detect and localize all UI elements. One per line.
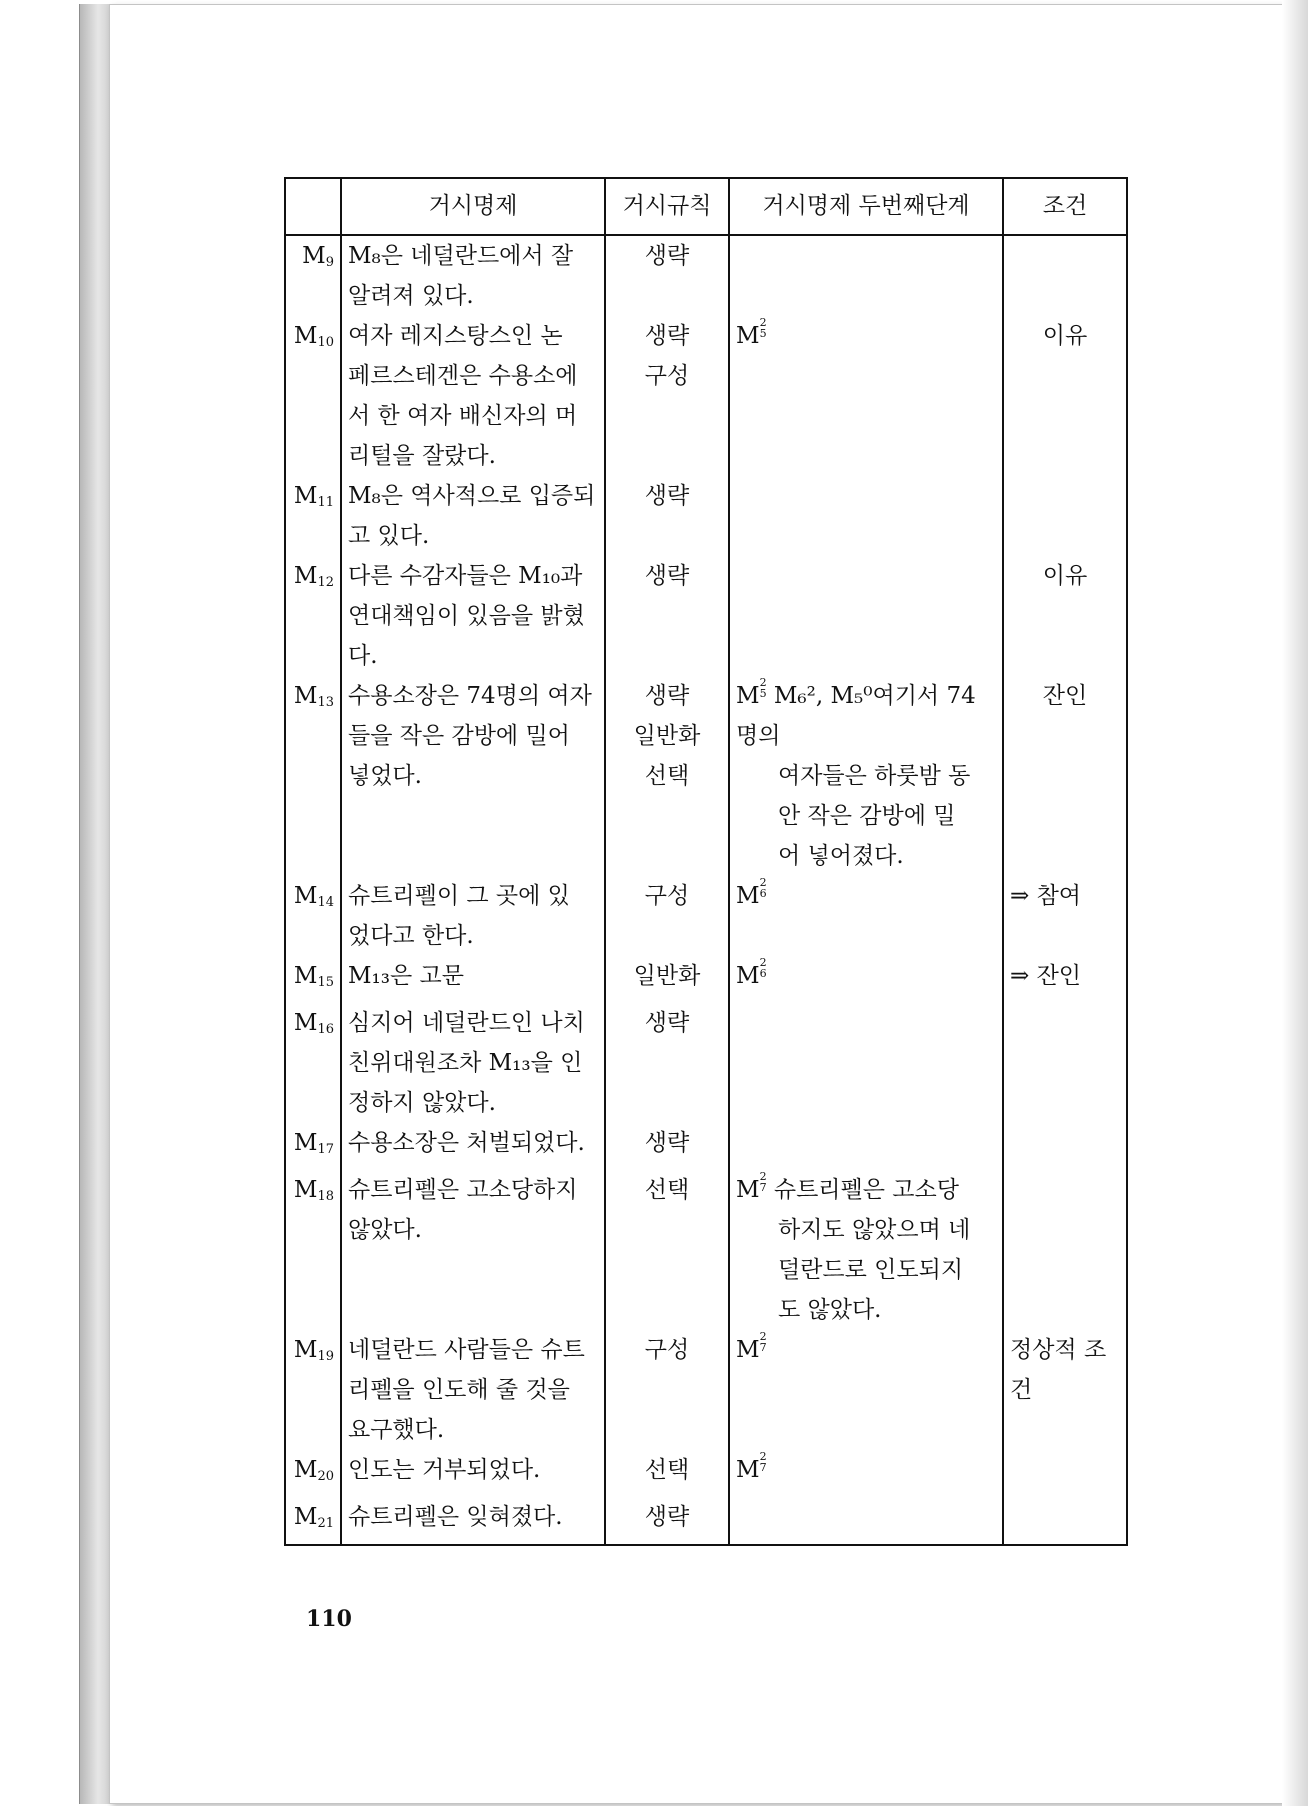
macro-proposition-cell (341, 956, 605, 1003)
proposition-id (285, 876, 341, 956)
proposition-id-subscript: 11 (317, 495, 334, 510)
proposition-id-subscript: 14 (317, 895, 334, 910)
macro-rule-line: 생략 (644, 1504, 690, 1530)
second-stage-line: 덜란드로 인도되지 (778, 1257, 964, 1283)
macro-proposition-line: 정하지 않았다. (348, 1090, 496, 1116)
second-stage-cell (729, 316, 1003, 476)
condition-cell: 이유 (1003, 316, 1127, 476)
reference-letter: M (736, 1457, 760, 1483)
table-header-row (285, 178, 1127, 235)
header-macro-proposition: 거시명제 (341, 178, 605, 235)
proposition-id-subscript: 21 (317, 1516, 334, 1531)
macro-proposition-line: 인도는 거부되었다. (348, 1457, 541, 1483)
proposition-id-subscript: 17 (317, 1142, 334, 1157)
proposition-id-subscript: 12 (317, 575, 334, 590)
second-stage-reference (736, 876, 767, 909)
reference-superscript: 2 (759, 1330, 767, 1343)
macro-rule-cell (605, 1497, 729, 1545)
macro-rule-line: 생략 (644, 683, 690, 709)
macro-proposition-line: 리펠을 인도해 줄 것을 (348, 1377, 570, 1403)
second-stage-line: 여자들은 하룻밤 동 (778, 763, 971, 789)
proposition-id-subscript: 13 (317, 695, 334, 710)
page-edge-shadow (1282, 0, 1308, 1806)
table-row (285, 676, 1127, 876)
macro-rule-line: 생략 (644, 1130, 690, 1156)
macro-proposition-line: 넣었다. (348, 763, 422, 789)
reference-indices (760, 1331, 767, 1353)
second-stage-reference (736, 676, 767, 709)
proposition-id-letter: M (293, 1504, 318, 1530)
proposition-id-letter: M (302, 243, 326, 269)
page-number: 110 (306, 1606, 352, 1632)
macro-proposition-cell (341, 316, 605, 476)
macro-rule-cell (605, 1450, 729, 1497)
proposition-id (285, 235, 341, 316)
macro-proposition-line: 수용소장은 74명의 여자 (348, 683, 592, 709)
macro-proposition-line: 심지어 네덜란드인 나치 (348, 1010, 585, 1036)
reference-subscript: 7 (759, 1461, 767, 1474)
macro-proposition-cell (341, 1330, 605, 1450)
macro-proposition-line: 었다고 한다. (348, 923, 474, 949)
macro-proposition-line: 네덜란드 사람들은 슈트 (348, 1337, 585, 1363)
proposition-id-letter: M (293, 1457, 318, 1483)
macro-rule-line: 생략 (644, 483, 690, 509)
macro-rule-line: 일반화 (633, 963, 701, 989)
second-stage-cell (729, 476, 1003, 556)
macro-rule-cell (605, 476, 729, 556)
table-row (285, 1123, 1127, 1170)
proposition-id (285, 1450, 341, 1497)
reference-superscript: 2 (759, 876, 767, 889)
proposition-id-subscript: 16 (317, 1022, 334, 1037)
macro-proposition-line: 않았다. (348, 1217, 422, 1243)
macro-proposition-line: 친위대원조차 M₁₃을 인 (348, 1050, 583, 1076)
macro-rule-line: 구성 (644, 363, 690, 389)
table-body (285, 235, 1127, 1545)
reference-letter: M (736, 883, 760, 909)
second-stage-reference (736, 1330, 767, 1363)
book-spine (79, 4, 110, 1804)
macro-proposition-line: 슈트리펠은 잊혀졌다. (348, 1504, 563, 1530)
proposition-id-letter: M (293, 563, 318, 589)
header-macro-rule: 거시규칙 (605, 178, 729, 235)
proposition-id-letter: M (293, 323, 318, 349)
reference-indices (760, 677, 767, 699)
macro-proposition-cell (341, 1123, 605, 1170)
proposition-id (285, 1003, 341, 1123)
reference-indices (760, 317, 767, 339)
proposition-id-letter: M (293, 483, 318, 509)
reference-subscript: 6 (759, 887, 767, 900)
second-stage-cell (729, 876, 1003, 956)
reference-superscript: 2 (759, 316, 767, 329)
condition-cell (1003, 1123, 1127, 1170)
macro-proposition-line: M₈은 역사적으로 입증되 (348, 483, 596, 509)
reference-indices (760, 877, 767, 899)
proposition-id (285, 956, 341, 1003)
proposition-id-subscript: 9 (325, 255, 334, 270)
macro-rule-line: 생략 (644, 563, 690, 589)
condition-cell: ⇒ 참여 (1003, 876, 1127, 956)
macro-rule-cell (605, 876, 729, 956)
macro-proposition-cell (341, 235, 605, 316)
macro-proposition-cell (341, 876, 605, 956)
macro-rule-cell (605, 1003, 729, 1123)
second-stage-cell (729, 1170, 1003, 1330)
macro-rule-cell (605, 1330, 729, 1450)
macro-proposition-line: 들을 작은 감방에 밀어 (348, 723, 570, 749)
macro-rule-cell (605, 956, 729, 1003)
proposition-id-subscript: 19 (317, 1349, 334, 1364)
macro-rule-line: 선택 (644, 763, 690, 789)
table-row (285, 876, 1127, 956)
macro-proposition-line: 슈트리펠이 그 곳에 있 (348, 883, 570, 909)
second-stage-line: 슈트리펠은 고소당 (773, 1177, 959, 1203)
condition-cell (1003, 1170, 1127, 1330)
second-stage-cell (729, 1450, 1003, 1497)
reference-superscript: 2 (759, 676, 767, 689)
macro-proposition-cell (341, 676, 605, 876)
second-stage-cell (729, 1497, 1003, 1545)
macro-proposition-cell (341, 1497, 605, 1545)
proposition-id (285, 556, 341, 676)
macro-proposition-line: 요구했다. (348, 1417, 445, 1443)
macro-proposition-line: 수용소장은 처벌되었다. (348, 1130, 585, 1156)
proposition-id (285, 1170, 341, 1330)
second-stage-reference (736, 1170, 767, 1203)
table-row (285, 476, 1127, 556)
macro-proposition-line: 페르스테겐은 수용소에 (348, 363, 578, 389)
second-stage-line: 도 않았다. (778, 1297, 882, 1323)
reference-letter: M (736, 963, 760, 989)
proposition-id-subscript: 18 (317, 1189, 334, 1204)
proposition-id-letter: M (293, 1010, 318, 1036)
table-row (285, 556, 1127, 676)
macro-proposition-cell (341, 1170, 605, 1330)
proposition-id-letter: M (293, 683, 318, 709)
macro-proposition-line: 리털을 잘랐다. (348, 443, 496, 469)
macro-proposition-line: 고 있다. (348, 523, 430, 549)
proposition-id (285, 1497, 341, 1545)
reference-superscript: 2 (759, 956, 767, 969)
second-stage-cell (729, 1330, 1003, 1450)
macro-rule-cell (605, 1123, 729, 1170)
condition-cell (1003, 476, 1127, 556)
proposition-id-letter: M (293, 1337, 318, 1363)
header-second-stage: 거시명제 두번째단계 (729, 178, 1003, 235)
second-stage-reference (736, 316, 767, 349)
macro-proposition-cell (341, 556, 605, 676)
macro-rule-line: 선택 (644, 1457, 690, 1483)
header-condition: 조건 (1003, 178, 1127, 235)
proposition-id-letter: M (293, 883, 318, 909)
reference-superscript: 2 (759, 1450, 767, 1463)
table-row (285, 316, 1127, 476)
macro-proposition-line: 다른 수감자들은 M₁₀과 (348, 563, 583, 589)
second-stage-line: 어 넣어졌다. (778, 843, 904, 869)
table-row (285, 1170, 1127, 1330)
reference-subscript: 5 (759, 327, 767, 340)
second-stage-cell (729, 235, 1003, 316)
macro-rule-line: 구성 (644, 883, 690, 909)
condition-cell: ⇒ 잔인 (1003, 956, 1127, 1003)
macro-rule-cell (605, 1170, 729, 1330)
proposition-id (285, 676, 341, 876)
second-stage-cell (729, 556, 1003, 676)
condition-cell (1003, 1003, 1127, 1123)
second-stage-reference (736, 1450, 767, 1483)
table-row (285, 235, 1127, 316)
proposition-id (285, 316, 341, 476)
table-row (285, 1330, 1127, 1450)
macro-rule-cell (605, 316, 729, 476)
table-row (285, 956, 1127, 1003)
reference-subscript: 7 (759, 1341, 767, 1354)
macro-proposition-line: 다. (348, 643, 378, 669)
condition-cell: 잔인 (1003, 676, 1127, 876)
proposition-id-letter: M (293, 1130, 318, 1156)
proposition-id-letter: M (293, 1177, 318, 1203)
proposition-id-subscript: 15 (317, 975, 334, 990)
condition-cell (1003, 235, 1127, 316)
proposition-id-subscript: 20 (317, 1469, 334, 1484)
reference-subscript: 6 (759, 967, 767, 980)
macro-proposition-table (284, 177, 1128, 1546)
reference-letter: M (736, 1177, 760, 1203)
second-stage-cell (729, 956, 1003, 1003)
second-stage-cell (729, 1123, 1003, 1170)
reference-letter: M (736, 323, 760, 349)
second-stage-reference (736, 956, 767, 989)
table-row (285, 1003, 1127, 1123)
macro-proposition-cell (341, 1450, 605, 1497)
macro-rule-cell (605, 556, 729, 676)
reference-subscript: 5 (759, 687, 767, 700)
macro-rule-line: 선택 (644, 1177, 690, 1203)
proposition-id (285, 476, 341, 556)
macro-proposition-cell (341, 1003, 605, 1123)
macro-rule-line: 생략 (644, 243, 690, 269)
proposition-id (285, 1123, 341, 1170)
condition-cell (1003, 1497, 1127, 1545)
macro-rule-cell (605, 235, 729, 316)
second-stage-cell (729, 1003, 1003, 1123)
reference-letter: M (736, 1337, 760, 1363)
macro-rule-cell (605, 676, 729, 876)
reference-superscript: 2 (759, 1170, 767, 1183)
macro-proposition-line: 여자 레지스탕스인 논 (348, 323, 563, 349)
header-id (285, 178, 341, 235)
macro-proposition-line: 연대책임이 있음을 밝혔 (348, 603, 585, 629)
condition-cell: 이유 (1003, 556, 1127, 676)
macro-rule-line: 일반화 (633, 723, 701, 749)
table-row (285, 1450, 1127, 1497)
reference-indices (760, 957, 767, 979)
macro-proposition-line: 서 한 여자 배신자의 머 (348, 403, 578, 429)
proposition-id (285, 1330, 341, 1450)
macro-rule-line: 생략 (644, 1010, 690, 1036)
reference-indices (760, 1451, 767, 1473)
macro-proposition-line: M₁₃은 고문 (348, 963, 464, 989)
second-stage-line: 하지도 않았으며 네 (778, 1217, 971, 1243)
macro-proposition-line: M₈은 네덜란드에서 잘 (348, 243, 574, 269)
second-stage-cell (729, 676, 1003, 876)
second-stage-line: 안 작은 감방에 밀 (778, 803, 956, 829)
macro-rule-line: 생략 (644, 323, 690, 349)
second-stage-line: M₆², M₅⁰여기서 74명의 (736, 683, 976, 749)
macro-proposition-line: 슈트리펠은 고소당하지 (348, 1177, 578, 1203)
reference-letter: M (736, 683, 760, 709)
proposition-id-subscript: 10 (317, 335, 334, 350)
table-row (285, 1497, 1127, 1545)
condition-cell: 정상적 조건 (1003, 1330, 1127, 1450)
macro-proposition-line: 알려져 있다. (348, 283, 474, 309)
reference-subscript: 7 (759, 1181, 767, 1194)
macro-proposition-cell (341, 476, 605, 556)
macro-rule-line: 구성 (644, 1337, 690, 1363)
condition-cell (1003, 1450, 1127, 1497)
reference-indices (760, 1171, 767, 1193)
proposition-id-letter: M (293, 963, 318, 989)
